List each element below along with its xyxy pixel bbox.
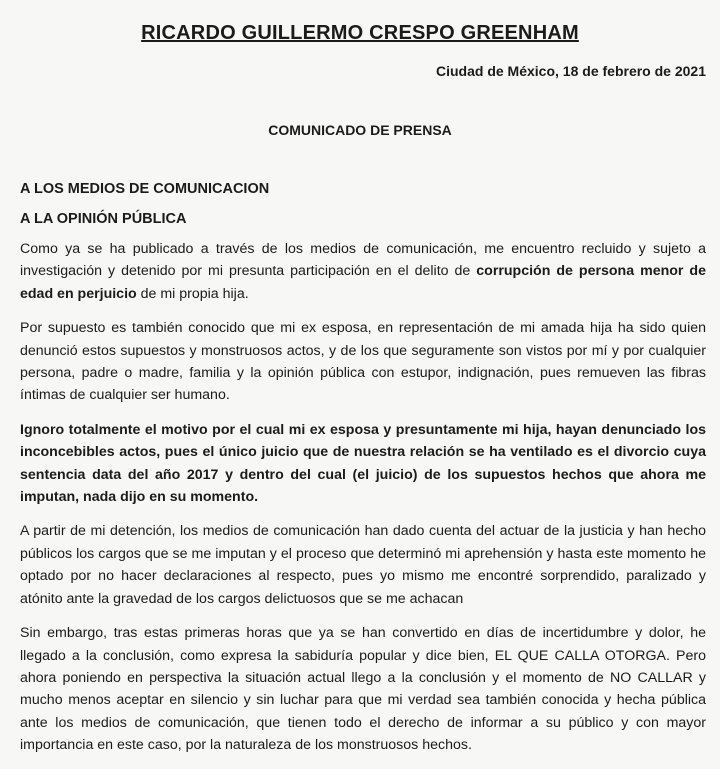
paragraph-1-end: de mi propia hija.	[136, 285, 249, 302]
document-heading: COMUNICADO DE PRENSA	[268, 122, 452, 138]
paragraph-1-bold: corrupción de persona menor de edad en perjuicio	[20, 263, 706, 302]
body-text	[20, 238, 706, 769]
author-name-title: RICARDO GUILLERMO CRESPO GREENHAM	[141, 22, 579, 44]
paragraph-2: Por supuesto es también conocido que mi ex esposa, en representación de mi amada hija ha sido quien denunció estos supuestos y monstruosos actos, y de los que seguramente son vistos por mí y por cualquier persona, padre o madre, familia y la opinión pública con estupor, indignación, pues remueven las fibras íntimas de cualquier ser humano.	[20, 320, 706, 404]
addressee-public: A LA OPINIÓN PÚBLICA	[20, 211, 187, 227]
paragraph-4: A partir de mi detención, los medios de comunicación han dado cuenta del actuar de la justicia y han hecho públicos los cargos que se me imputan y el proceso que determinó mi aprehensión y hasta este momento he optado por no hacer declaraciones al respecto, pues yo mismo me encontré sorprendido, paralizado y atónito ante la gravedad de los cargos delictuosos que se me achacan	[20, 523, 706, 607]
paragraph-1	[20, 238, 706, 305]
paragraph-1-start: Como ya se ha publicado a través de los medios de comunicación, me encuentro recluido y sujeto a investigación y detenido por mi presunta participación en el delito de	[20, 241, 706, 280]
paragraph-3: Ignoro totalmente el motivo por el cual mi ex esposa y presuntamente mi hija, hayan denunciado los inconcebibles actos, pues el único juicio que de nuestra relación se ha ventilado es el divorcio cuya sentencia data del año 2017 y dentro del cual (el juicio) de los supuestos hechos que ahora me imputan, nada dijo en su momento.	[20, 421, 706, 506]
addressee-media: A LOS MEDIOS DE COMUNICACION	[20, 181, 270, 197]
paragraph-5: Sin embargo, tras estas primeras horas que ya se han convertido en días de incertidumbre y dolor, he llegado a la conclusión, como expresa la sabiduría popular y dice bien, EL QUE CALLA OTORGA. Pero ahora poniendo en perspectiva la situación actual llego a la conclusión y el momento de NO CALLAR y mucho menos aceptar en silencio y sin luchar para que mi verdad sea también conocida y hecha pública ante los medios de comunicación, que tienen todo el derecho de informar a su público y con mayor importancia en este caso, por la naturaleza de los monstruosos hechos.	[20, 625, 706, 754]
dateline: Ciudad de México, 18 de febrero de 2021	[436, 63, 706, 79]
